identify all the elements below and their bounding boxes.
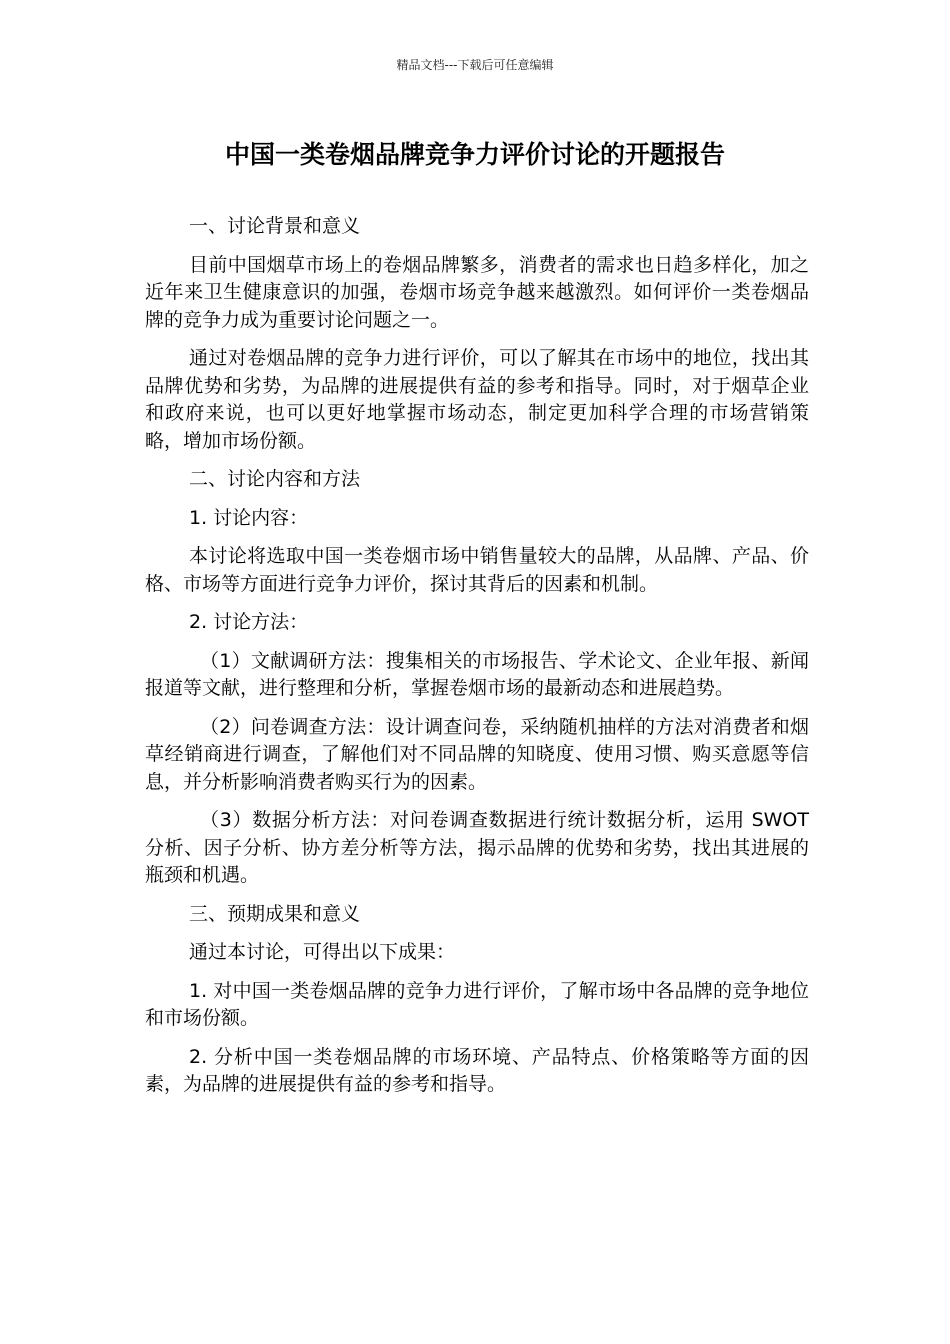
section-heading-expected-results: 三、预期成果和意义 xyxy=(189,902,361,925)
paragraph-method-survey: （2）问卷调查方法：设计调查问卷，采纳随机抽样的方法对消费者和烟草经销商进行调查，了解他们对不同品牌的知晓度、使用习惯、购买意愿等信息，并分析影响消费者购买行为的因素。 xyxy=(145,715,809,793)
paragraph-content: 本讨论将选取中国一类卷烟市场中销售量较大的品牌，从品牌、产品、价格、市场等方面进行竞争力评价，探讨其背后的因素和机制。 xyxy=(145,545,809,595)
paragraph-method-literature: （1）文献调研方法：搜集相关的市场报告、学术论文、企业年报、新闻报道等文献，进行整理和分析，掌握卷烟市场的最新动态和进展趋势。 xyxy=(145,649,809,699)
paragraph-background-2: 通过对卷烟品牌的竞争力进行评价，可以了解其在市场中的地位，找出其品牌优势和劣势，为品牌的进展提供有益的参考和指导。同时，对于烟草企业和政府来说，也可以更好地掌握市场动态，制定更加科学合理的市场营销策略，增加市场份额。 xyxy=(145,347,809,452)
paragraph-background-1: 目前中国烟草市场上的卷烟品牌繁多，消费者的需求也日趋多样化，加之近年来卫生健康意识的加强，卷烟市场竞争越来越激烈。如何评价一类卷烟品牌的竞争力成为重要讨论问题之一。 xyxy=(145,253,809,331)
section-heading-content-methods: 二、讨论内容和方法 xyxy=(189,468,361,490)
document-body xyxy=(145,213,809,1110)
document-title: 中国一类卷烟品牌竞争力评价讨论的开题报告 xyxy=(224,140,725,169)
list-item-result-1: 1. 对中国一类卷烟品牌的竞争力进行评价，了解市场中各品牌的竞争地位和市场份额。 xyxy=(145,979,809,1029)
paragraph-method-data-analysis: （3）数据分析方法：对问卷调查数据进行统计数据分析，运用 SWOT 分析、因子分析、协方差分析等方法，揭示品牌的优势和劣势，找出其进展的瓶颈和机遇。 xyxy=(145,809,809,886)
subheading-methods: 2. 讨论方法： xyxy=(189,611,309,633)
list-item-result-2: 2. 分析中国一类卷烟品牌的市场环境、产品特点、价格策略等方面的因素，为品牌的进展提供有益的参考和指导。 xyxy=(145,1045,809,1095)
section-heading-background: 一、讨论背景和意义 xyxy=(189,215,361,237)
subheading-content: 1. 讨论内容： xyxy=(189,506,309,529)
page-header-note: 精品文档---下载后可任意编辑 xyxy=(396,58,554,72)
paragraph-results-intro: 通过本讨论，可得出以下成果： xyxy=(189,941,456,963)
